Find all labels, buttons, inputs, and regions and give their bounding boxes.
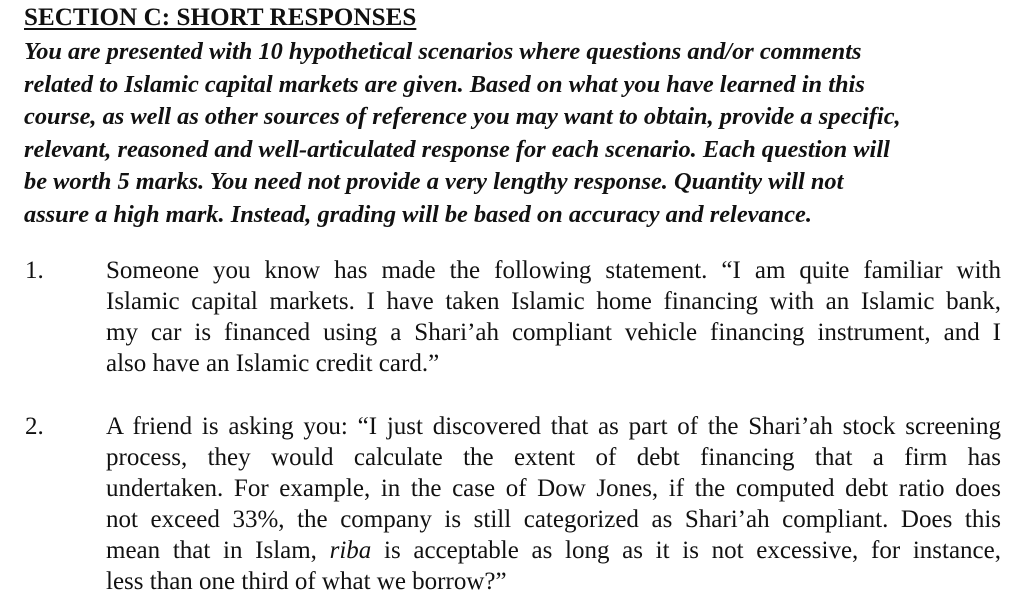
section-heading: SECTION C: SHORT RESPONSES [24,4,417,31]
line-segment: is acceptable as long as it is not excessive, for instance, [371,537,1001,564]
question-line: Someone you know has made the following statement. “I am quite familiar with [106,257,1001,284]
instructions-paragraph [24,36,999,231]
question-line: also have an Islamic credit card.” [106,350,440,377]
question-line: undertaken. For example, in the case of Dow Jones, if the computed debt ratio does [106,475,1001,502]
instructions-line: be worth 5 marks. You need not provide a very lengthy response. Quantity will not [24,168,844,195]
instructions-line: related to Islamic capital markets are given. Based on what you have learned in this [24,70,865,98]
question-text [106,411,1001,597]
riba-term: riba [329,537,372,564]
question-line: not exceed 33%, the company is still categorized as Shari’ah compliant. Does this [106,506,1001,533]
question-line-riba [106,535,1001,566]
instructions-line: course, as well as other sources of reference you may want to obtain, provide a specific, [24,103,901,130]
question-line: my car is financed using a Shari’ah compliant vehicle financing instrument, and I [106,319,1001,346]
question-number: 2. [25,413,44,440]
instructions-line: assure a high mark. Instead, grading will be based on accuracy and relevance. [24,200,812,228]
question-line: A friend is asking you: “I just discovered that as part of the Shari’ah stock screening [106,413,1001,440]
instructions-line: relevant, reasoned and well-articulated response for each scenario. Each question will [24,135,890,163]
question-line: Islamic capital markets. I have taken Islamic home financing with an Islamic bank, [106,288,1001,315]
question-line: process, they would calculate the extent of debt financing that a firm has [106,444,1001,471]
question-number: 1. [25,257,44,284]
question-line: less than one third of what we borrow?” [106,568,507,595]
line-segment: mean that in Islam, [106,537,330,564]
question-text [106,255,1001,379]
instructions-line: You are presented with 10 hypothetical scenarios where questions and/or comments [24,38,862,65]
